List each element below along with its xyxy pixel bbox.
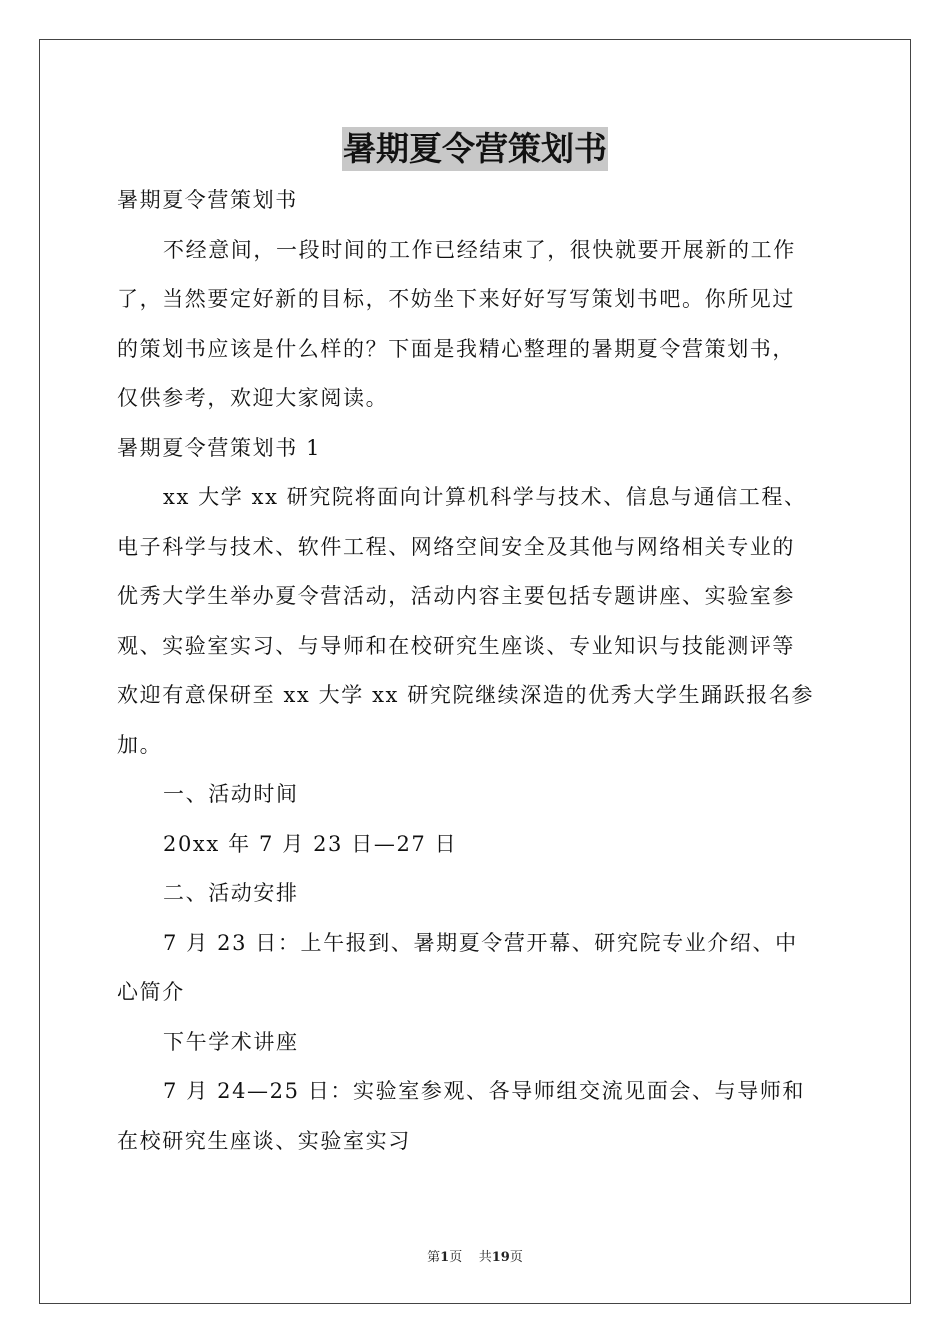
- body-line: 7 月 23 日：上午报到、暑期夏令营开幕、研究院专业介绍、中: [163, 930, 798, 955]
- document-body: [117, 176, 835, 1166]
- body-line: 欢迎有意保研至 xx 大学 xx 研究院继续深造的优秀大学生踊跃报名参: [117, 683, 815, 707]
- body-line: xx 大学 xx 研究院将面向计算机科学与技术、信息与通信工程、: [163, 485, 807, 509]
- body-line: 下午学术讲座: [163, 1029, 299, 1054]
- body-line: 观、实验室实习、与导师和在校研究生座谈、专业知识与技能测评等: [117, 633, 795, 658]
- body-line: 加。: [117, 732, 163, 757]
- body-line: 在校研究生座谈、实验室实习: [117, 1128, 411, 1153]
- body-line: 心简介: [117, 980, 185, 1004]
- body-line: 一、活动时间: [163, 782, 299, 806]
- footer-page-current: 1: [440, 1250, 450, 1265]
- body-line: 的策划书应该是什么样的？下面是我精心整理的暑期夏令营策划书，: [117, 336, 795, 361]
- footer-page-total: 19: [491, 1250, 510, 1265]
- body-line: 了，当然要定好新的目标，不妨坐下来好好写写策划书吧。你所见过: [117, 287, 795, 311]
- title-container: [0, 127, 950, 171]
- body-line: 7 月 24—25 日：实验室参观、各导师组交流见面会、与导师和: [163, 1079, 806, 1103]
- footer-page-prefix: 第: [427, 1250, 441, 1265]
- body-line: 20xx 年 7 月 23 日—27 日: [163, 831, 458, 856]
- body-line: 暑期夏令营策划书: [117, 188, 298, 212]
- document-title: 暑期夏令营策划书: [342, 127, 608, 171]
- body-line: 电子科学与技术、软件工程、网络空间安全及其他与网络相关专业的: [117, 534, 795, 559]
- body-line: 二、活动安排: [163, 881, 299, 905]
- body-line: 仅供参考，欢迎大家阅读。: [117, 386, 389, 410]
- footer-page-unit: 页: [449, 1250, 463, 1265]
- page-footer: [0, 1246, 950, 1265]
- body-line: 暑期夏令营策划书 1: [117, 435, 322, 460]
- body-line: 不经意间，一段时间的工作已经结束了，很快就要开展新的工作: [163, 237, 796, 262]
- body-line: 优秀大学生举办夏令营活动，活动内容主要包括专题讲座、实验室参: [117, 584, 795, 608]
- footer-total-unit: 页: [509, 1250, 523, 1265]
- footer-total-prefix: 共: [478, 1250, 492, 1265]
